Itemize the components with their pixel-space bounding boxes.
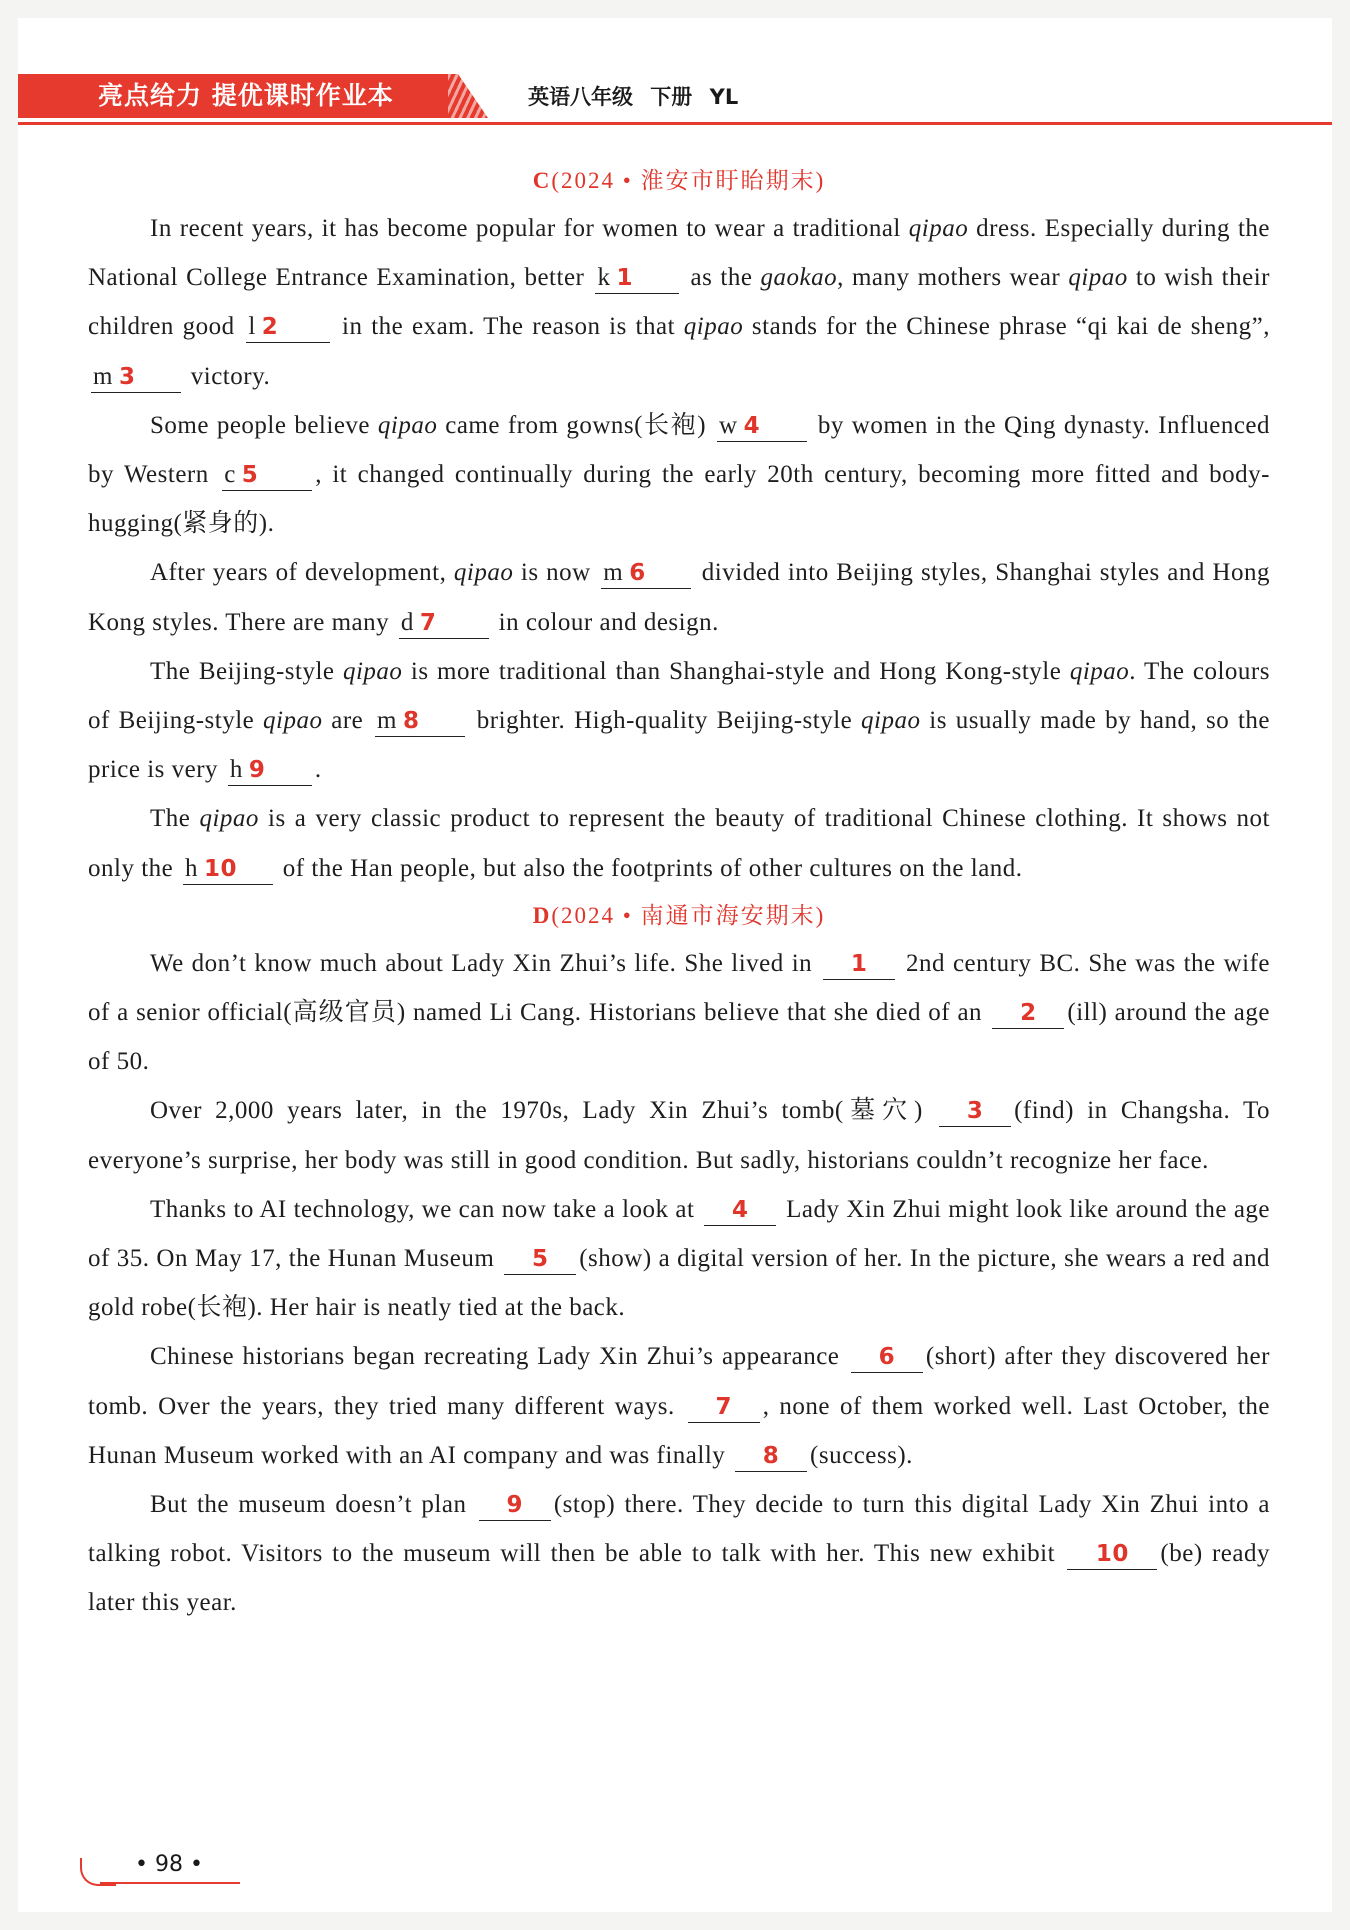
blank-c4[interactable]: w 4 — [717, 411, 807, 442]
blank-d4[interactable]: 4 — [704, 1195, 776, 1226]
section-c-title — [88, 158, 1270, 204]
brand-title: 亮点给力 提优课时作业本 — [98, 81, 394, 110]
section-d-paragraph-4: Chinese historians began recreating Lady Xin Zhui’s appearance 6 (short) after they discovered her tomb. Over the years, they tried many different ways. 7 , none of them worked well. Last October, the Hunan Museum worked with an AI company and was finally 8 (success). — [88, 1332, 1270, 1480]
section-c-source: (2024 • 淮安市盱眙期末) — [551, 168, 826, 193]
section-c-paragraph-1: In recent years, it has become popular for women to wear a traditional qipao dress. Especially during the National College Entrance Examination, better k 1 as the gaokao, many mothers wear qipao to wish their children good l 2 in the exam. The reason is that qipao stands for the Chinese phrase “qi kai de sheng”, m 3 victory. — [88, 204, 1270, 401]
header-rule — [18, 122, 1332, 125]
blank-d8[interactable]: 8 — [735, 1441, 807, 1472]
section-d-title — [88, 893, 1270, 939]
blank-c8[interactable]: m 8 — [375, 706, 465, 737]
section-c-paragraph-4: The Beijing-style qipao is more traditional than Shanghai-style and Hong Kong-style qipao. The colours of Beijing-style qipao are m 8 brighter. High-quality Beijing-style qipao is usually made by hand, so the price is very h 9 . — [88, 647, 1270, 795]
blank-d6[interactable]: 6 — [851, 1342, 923, 1373]
blank-c10[interactable]: h 10 — [183, 854, 273, 885]
workbook-page — [18, 18, 1332, 1912]
blank-c9[interactable]: h 9 — [228, 755, 312, 786]
page-footer — [80, 1848, 240, 1888]
section-d-paragraph-1: We don’t know much about Lady Xin Zhui’s life. She lived in 1 2nd century BC. She was the wife of a senior official(高级官员) named Li Cang. Historians believe that she died of an 2 (ill) around the age of 50. — [88, 949, 1271, 1076]
blank-c6[interactable]: m 6 — [601, 558, 691, 589]
section-d-paragraph-2: Over 2,000 years later, in the 1970s, Lady Xin Zhui’s tomb(墓穴) 3 (find) in Changsha. To everyone’s surprise, her body was still in good condition. But sadly, historians couldn’t recognize her face. — [88, 1097, 1270, 1174]
blank-c1[interactable]: k 1 — [595, 263, 679, 294]
section-d-paragraph-3: Thanks to AI technology, we can now take a look at 4 Lady Xin Zhui might look like around the age of 35. On May 17, the Hunan Museum 5 (show) a digital version of her. In the picture, she wears a red and gold robe(长袍). Her hair is neatly tied at the back. — [88, 1195, 1271, 1322]
blank-d2[interactable]: 2 — [992, 998, 1064, 1029]
blank-d5[interactable]: 5 — [504, 1244, 576, 1275]
section-c-paragraph-5: The qipao is a very classic product to represent the beauty of traditional Chinese clothing. It shows not only the h 10 of the Han people, but also the footprints of other cultures on the land. — [88, 794, 1270, 892]
blank-d7[interactable]: 7 — [688, 1392, 760, 1423]
section-c-paragraph-3: After years of development, qipao is now m 6 divided into Beijing styles, Shanghai styles and Hong Kong styles. There are many d 7 in colour and design. — [88, 548, 1270, 646]
section-d-paragraph-5: But the museum doesn’t plan 9 (stop) there. They decide to turn this digital Lady Xin Zhui into a talking robot. Visitors to the museum will then be able to talk with her. This new exhibit 10 (be) ready later this year. — [88, 1491, 1270, 1617]
passage-content — [88, 158, 1270, 1628]
section-c-paragraph-2: Some people believe qipao came from gowns(长袍) w 4 by women in the Qing dynasty. Influenced by Western c 5 , it changed continually during the early 20th century, becoming more fitted and body-hugging(紧身的). — [88, 411, 1271, 538]
blank-d3[interactable]: 3 — [939, 1096, 1011, 1127]
blank-c2[interactable]: l 2 — [246, 312, 330, 343]
blank-d9[interactable]: 9 — [479, 1490, 551, 1521]
blank-c3[interactable]: m 3 — [91, 362, 181, 393]
subject-label: 英语八年级 下册 YL — [528, 85, 739, 109]
section-d-letter: D — [532, 902, 552, 928]
section-c-letter: C — [532, 168, 552, 193]
section-d-source: (2024 • 南通市海安期末) — [551, 902, 826, 928]
blank-d1[interactable]: 1 — [823, 949, 895, 980]
blank-c5[interactable]: c 5 — [222, 460, 312, 491]
blank-c7[interactable]: d 7 — [399, 608, 489, 639]
blank-d10[interactable]: 10 — [1067, 1539, 1157, 1570]
page-number: • 98 • — [135, 1852, 203, 1877]
